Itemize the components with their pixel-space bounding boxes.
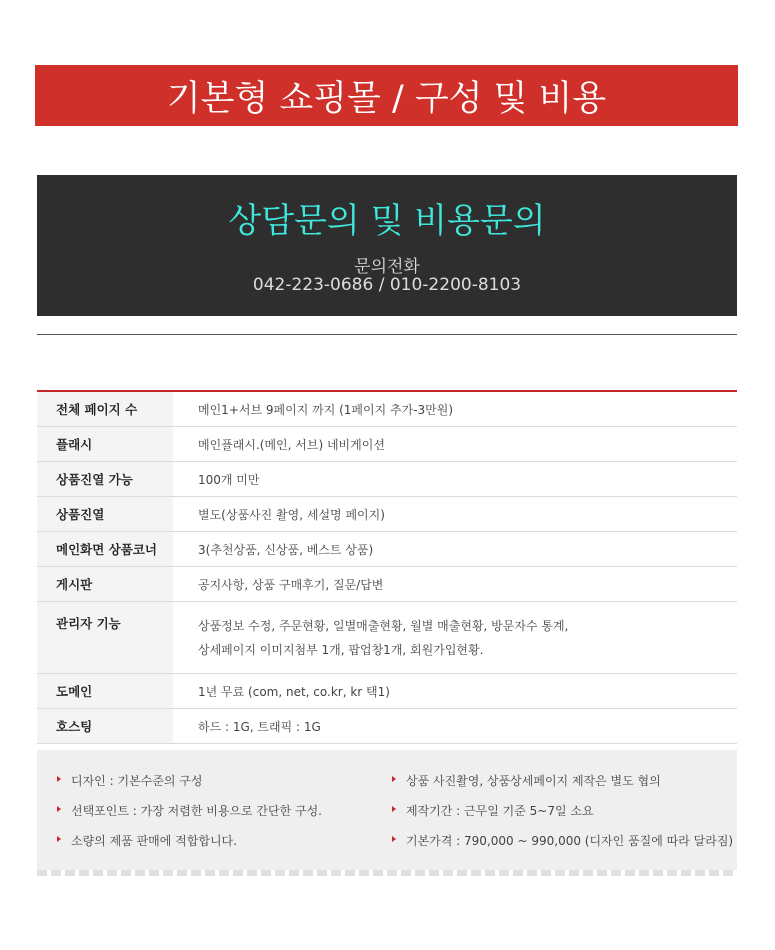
note-item bbox=[392, 802, 733, 832]
spec-key: 도메인 bbox=[37, 674, 173, 708]
table-row bbox=[37, 674, 737, 709]
spec-value: 공지사항, 상품 구매후기, 질문/답변 bbox=[198, 577, 384, 592]
spec-key: 게시판 bbox=[37, 567, 173, 601]
note-text: 기본가격 : 790,000 ~ 990,000 (디자인 품질에 따라 달라짐) bbox=[406, 834, 734, 848]
spec-key: 메인화면 상품코너 bbox=[37, 532, 173, 566]
table-row bbox=[37, 532, 737, 567]
note-item bbox=[392, 772, 733, 802]
spec-table bbox=[37, 390, 737, 744]
page-title: 기본형 쇼핑몰 / 구성 및 비용 bbox=[166, 78, 607, 119]
note-item bbox=[57, 802, 322, 832]
table-row bbox=[37, 497, 737, 532]
note-text: 소량의 제품 판매에 적합합니다. bbox=[71, 834, 237, 848]
notes-box bbox=[37, 750, 737, 870]
notes-right-column bbox=[392, 772, 733, 862]
table-row bbox=[37, 427, 737, 462]
note-item bbox=[392, 832, 733, 862]
table-row bbox=[37, 602, 737, 674]
spec-key: 상품진열 bbox=[37, 497, 173, 531]
title-banner bbox=[35, 65, 738, 126]
spec-value: 메인플래시.(메인, 서브) 네비게이션 bbox=[198, 437, 385, 452]
note-item bbox=[57, 832, 322, 862]
table-row bbox=[37, 709, 737, 744]
note-text: 상품 사진촬영, 상품상세페이지 제작은 별도 협의 bbox=[406, 774, 661, 788]
spec-value: 3(추천상품, 신상품, 베스트 상품) bbox=[198, 542, 374, 557]
bullet-arrow-icon bbox=[392, 806, 396, 812]
spec-value bbox=[173, 602, 737, 673]
table-row bbox=[37, 462, 737, 497]
table-row bbox=[37, 567, 737, 602]
spec-key: 플래시 bbox=[37, 427, 173, 461]
table-row bbox=[37, 392, 737, 427]
bullet-arrow-icon bbox=[57, 776, 61, 782]
spec-value: 1년 무료 (com, net, co.kr, kr 택1) bbox=[198, 684, 390, 699]
note-text: 디자인 : 기본수준의 구성 bbox=[71, 774, 203, 788]
divider bbox=[37, 334, 737, 335]
bullet-arrow-icon bbox=[57, 836, 61, 842]
note-text: 선택포인트 : 가장 저렴한 비용으로 간단한 구성. bbox=[71, 804, 322, 818]
spec-value-line: 상세페이지 이미지첨부 1개, 팝업창1개, 회원가입현황. bbox=[198, 642, 484, 657]
spec-key: 전체 페이지 수 bbox=[37, 392, 173, 426]
spec-value: 메인1+서브 9페이지 까지 (1페이지 추가-3만원) bbox=[198, 402, 454, 417]
contact-label: 문의전화 bbox=[354, 257, 420, 277]
dashed-edge-divider bbox=[37, 870, 737, 876]
spec-key: 호스팅 bbox=[37, 709, 173, 743]
spec-value: 하드 : 1G, 트래픽 : 1G bbox=[198, 719, 321, 734]
spec-value: 별도(상품사진 촬영, 세설명 페이지) bbox=[198, 507, 385, 522]
contact-box bbox=[37, 175, 737, 316]
contact-heading: 상담문의 및 비용문의 bbox=[228, 201, 546, 241]
note-text: 제작기간 : 근무일 기준 5~7일 소요 bbox=[406, 804, 594, 818]
spec-value-line: 상품정보 수정, 주문현황, 일별매출현황, 월별 매출현황, 방문자수 통계, bbox=[198, 618, 569, 633]
bullet-arrow-icon bbox=[392, 776, 396, 782]
bullet-arrow-icon bbox=[392, 836, 396, 842]
bullet-arrow-icon bbox=[57, 806, 61, 812]
spec-value: 100개 미만 bbox=[198, 472, 260, 487]
notes-left-column bbox=[57, 772, 322, 862]
note-item bbox=[57, 772, 322, 802]
spec-key: 관리자 기능 bbox=[37, 602, 173, 673]
spec-key: 상품진열 가능 bbox=[37, 462, 173, 496]
contact-phone-numbers: 042-223-0686 / 010-2200-8103 bbox=[252, 275, 522, 295]
